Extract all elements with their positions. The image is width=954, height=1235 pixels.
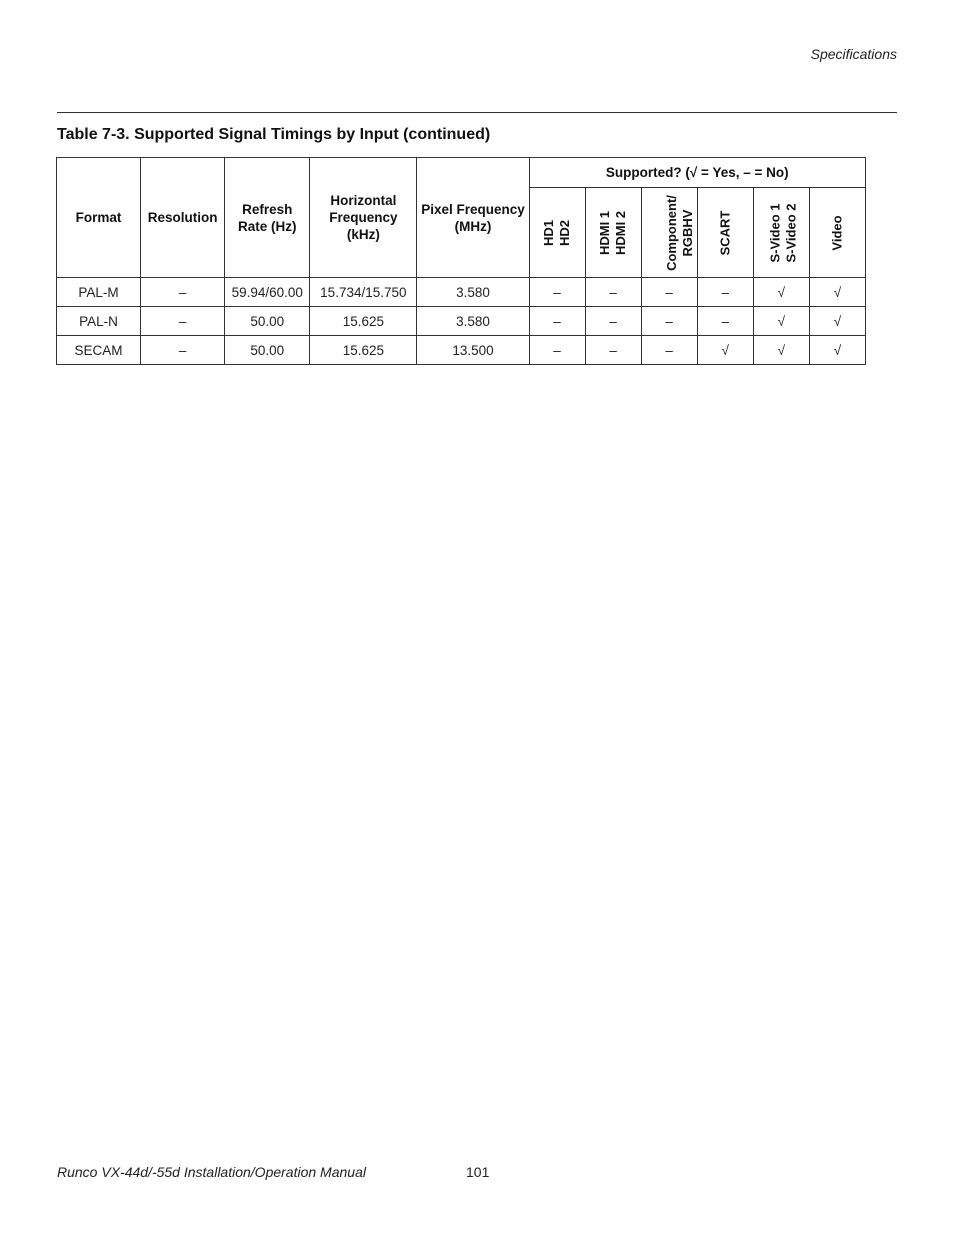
port-header-hdmi (585, 188, 641, 278)
horizontal-header-line2: Frequency (329, 210, 398, 225)
port-header-component (641, 188, 697, 278)
cell-hd: – (529, 307, 585, 336)
cell-resolution: – (141, 278, 225, 307)
cell-hdmi: – (585, 278, 641, 307)
cell-refresh: 59.94/60.00 (225, 278, 310, 307)
port-header-svideo-line1: S-Video 1 (767, 202, 783, 263)
header-divider (57, 112, 897, 113)
port-header-svideo (753, 188, 809, 278)
port-header-scart-line1: SCART (717, 210, 733, 256)
cell-hd: – (529, 278, 585, 307)
cell-video: √ (809, 278, 865, 307)
footer-page-number: 101 (466, 1164, 490, 1180)
port-header-scart (697, 188, 753, 278)
cell-scart: – (697, 278, 753, 307)
table-row (57, 336, 866, 365)
cell-hdmi: – (585, 336, 641, 365)
port-header-component-line1: Component/ (663, 194, 679, 271)
refresh-header-line1: Refresh (242, 201, 293, 217)
running-header-section: Specifications (810, 46, 897, 62)
column-header-format: Format (57, 158, 141, 278)
table-row (57, 307, 866, 336)
port-header-video (809, 188, 865, 278)
cell-component: – (641, 278, 697, 307)
port-header-svideo-line2: S-Video 2 (783, 202, 799, 263)
pixel-header-line2: (MHz) (454, 218, 492, 234)
signal-timings-table (56, 157, 866, 365)
horizontal-header-line1: Horizontal (330, 193, 397, 208)
pixel-header-line1: Pixel Frequency (421, 201, 525, 217)
port-header-hd-line2: HD2 (557, 219, 573, 246)
column-header-horizontal-frequency (310, 158, 417, 278)
cell-resolution: – (141, 307, 225, 336)
column-header-pixel-frequency (417, 158, 529, 278)
cell-component: – (641, 336, 697, 365)
cell-format: PAL-N (57, 307, 141, 336)
cell-refresh: 50.00 (225, 307, 310, 336)
table-row (57, 278, 866, 307)
cell-pixel: 3.580 (417, 307, 529, 336)
cell-horizontal: 15.734/15.750 (310, 278, 417, 307)
cell-horizontal: 15.625 (310, 307, 417, 336)
port-header-hdmi-line2: HDMI 2 (613, 210, 629, 255)
port-header-hd (529, 188, 585, 278)
cell-horizontal: 15.625 (310, 336, 417, 365)
cell-resolution: – (141, 336, 225, 365)
refresh-header-line2: Rate (Hz) (237, 218, 297, 234)
cell-hdmi: – (585, 307, 641, 336)
cell-svideo: √ (753, 307, 809, 336)
column-header-supported: Supported? (√ = Yes, – = No) (529, 158, 865, 188)
cell-format: PAL-M (57, 278, 141, 307)
cell-scart: √ (697, 336, 753, 365)
cell-svideo: √ (753, 278, 809, 307)
cell-video: √ (809, 336, 865, 365)
footer-manual-title: Runco VX-44d/-55d Installation/Operation Manual (57, 1164, 366, 1180)
column-header-resolution: Resolution (141, 158, 225, 278)
cell-hd: – (529, 336, 585, 365)
port-header-component-line2: RGBHV (679, 209, 695, 256)
cell-svideo: √ (753, 336, 809, 365)
cell-format: SECAM (57, 336, 141, 365)
cell-scart: – (697, 307, 753, 336)
port-header-hd-line1: HD1 (541, 219, 557, 246)
table-caption: Table 7-3. Supported Signal Timings by Input (continued) (57, 126, 491, 143)
column-header-refresh-rate (225, 158, 310, 278)
cell-video: √ (809, 307, 865, 336)
cell-refresh: 50.00 (225, 336, 310, 365)
horizontal-header-line3: (kHz) (346, 227, 380, 242)
cell-component: – (641, 307, 697, 336)
port-header-video-line1: Video (829, 215, 845, 251)
cell-pixel: 13.500 (417, 336, 529, 365)
cell-pixel: 3.580 (417, 278, 529, 307)
port-header-hdmi-line1: HDMI 1 (597, 210, 613, 255)
